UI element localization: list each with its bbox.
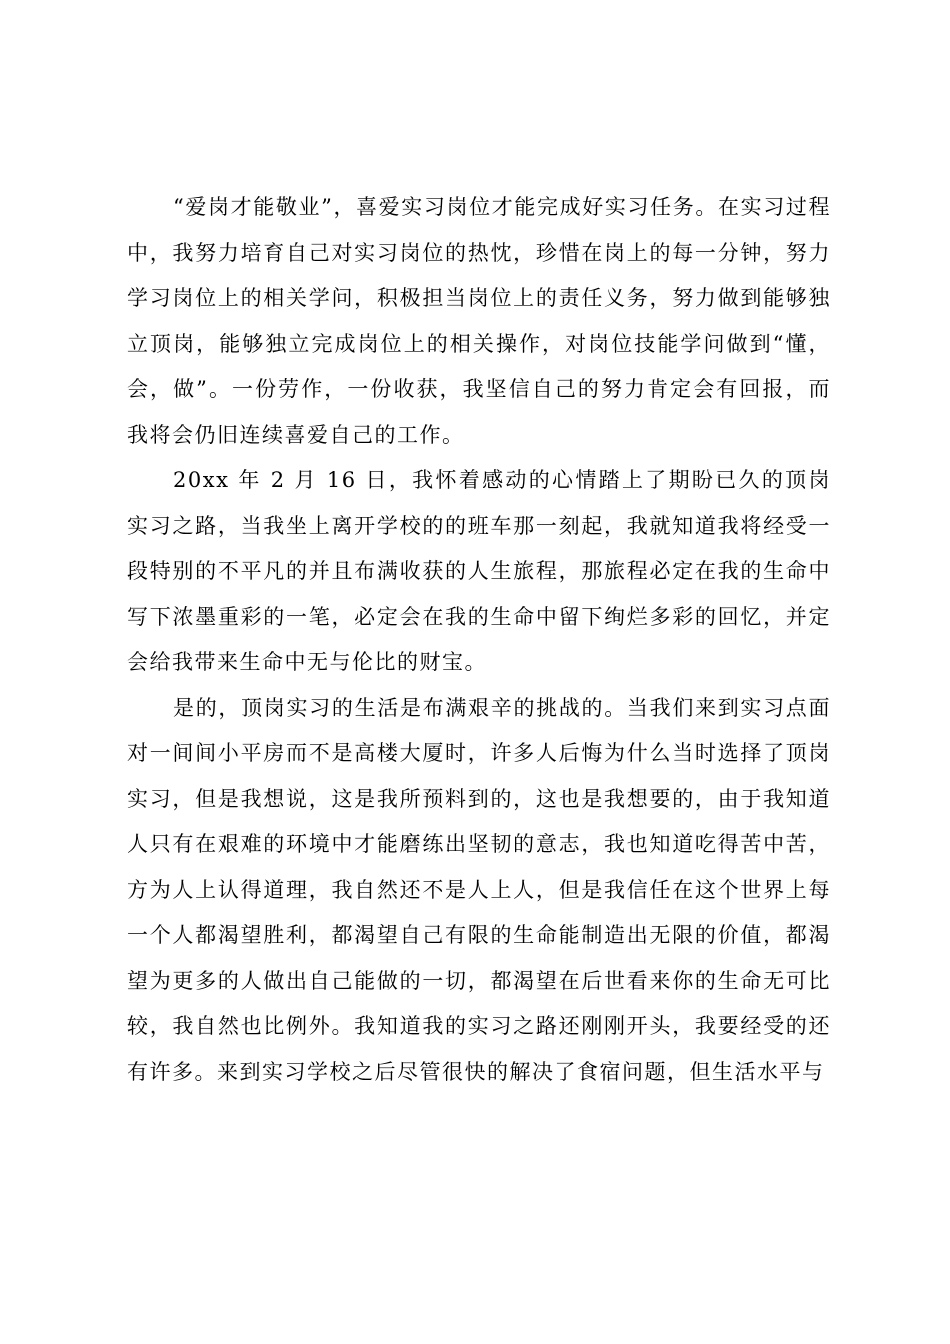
paragraph-1: “爱岗才能敬业”，喜爱实习岗位才能完成好实习任务。在实习过程中，我努力培育自己对实习岗位的热忱，珍惜在岗上的每一分钟，努力学习岗位上的相关学问，积极担当岗位上的责任义务，努力做到能够独立顶岗，能够独立完成岗位上的相关操作，对岗位技能学问做到“懂，会，做”。一份劳作，一份收获，我坚信自己的努力肯定会有回报，而我将会仍旧连续喜爱自己的工作。 — [127, 195, 831, 447]
paragraph-2: 20xx 年 2 月 16 日，我怀着感动的心情踏上了期盼已久的顶岗实习之路，当我坐上离开学校的的班车那一刻起，我就知道我将经受一段特别的不平凡的并且布满收获的人生旅程，那旅程必定在我的生命中写下浓墨重彩的一笔，必定会在我的生命中留下绚烂多彩的回忆，并定会给我带来生命中无与伦比的财宝。 — [127, 468, 831, 674]
document-body — [127, 185, 831, 1095]
paragraph-3: 是的，顶岗实习的生活是布满艰辛的挑战的。当我们来到实习点面对一间间小平房而不是高楼大厦时，许多人后悔为什么当时选择了顶岗实习，但是我想说，这是我所预料到的，这也是我想要的，由于我知道人只有在艰难的环境中才能磨练出坚韧的意志，我也知道吃得苦中苦，方为人上认得道理，我自然还不是人上人，但是我信任在这个世界上每一个人都渴望胜利，都渴望自己有限的生命能制造出无限的价值，都渴望为更多的人做出自己能做的一切，都渴望在后世看来你的生命无可比较，我自然也比例外。我知道我的实习之路还刚刚开头，我要经受的还有许多。来到实习学校之后尽管很快的解决了食宿问题，但生活水平与 — [127, 695, 831, 1084]
